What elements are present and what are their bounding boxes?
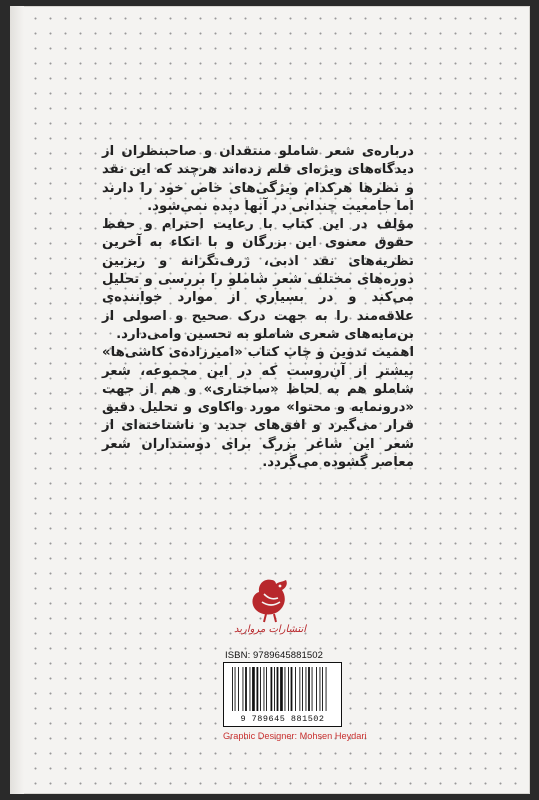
blurb-paragraph-1: درباره‌ی شعر شاملو منتقدان و صاحبنظران از دیدگاه‌های ویژه‌ای قلم زده‌اند هرچند که این نقد و نظرها هرکدام ویژگی‌های خاص خود را دارند اما جامعیت چندانی در آنها دیده نمی‌شود. <box>102 144 414 214</box>
book-back-cover <box>10 6 530 794</box>
blurb-paragraph-2: مؤلف در این کتاب با رعایت احترام و حفظ حقوق معنوی این بزرگان و با اتکاء به آخرین نظریه‌های نقد ادبی، ژرف‌نگرانه و ریزبین دوره‌های مختلف شعر شاملو را بررسی و تحلیل می‌کند و در بسیاری از موارد خواننده‌ی علاقه‌مند را به جهت درک صحیح و اصولی از بن‌مایه‌های شعری شاملو به تحسین وامی‌دارد. <box>102 217 414 342</box>
isbn-label: ISBN: 9789645881502 <box>225 650 324 661</box>
graphic-designer-credit: Graphic Designer: Mohsen Heydari <box>223 731 367 741</box>
barcode-bars <box>231 667 334 711</box>
blurb-text <box>102 143 414 472</box>
spine-edge <box>10 6 24 794</box>
blurb-paragraph-3: اهمیت تدوین و چاپ کتاب «امیرزاده‌ی کاشی‌ها» بیشتر از آن‌روست که در این مجموعه، شعر شاملو هم به لحاظ «ساختاری» و هم از جهت «درونمایه و محتوا» مورد واکاوی و تحلیل دقیق قرار می‌گیرد و افق‌های جدید و ناشناخته‌ای از شعر این شاعر بزرگ برای دوستداران شعر معاصر گشوده می‌گردد. <box>102 345 414 471</box>
barcode <box>223 662 342 727</box>
publisher-name: انتشارات مروارید <box>233 624 307 635</box>
barcode-digits: 9 789645 881502 <box>240 714 325 724</box>
